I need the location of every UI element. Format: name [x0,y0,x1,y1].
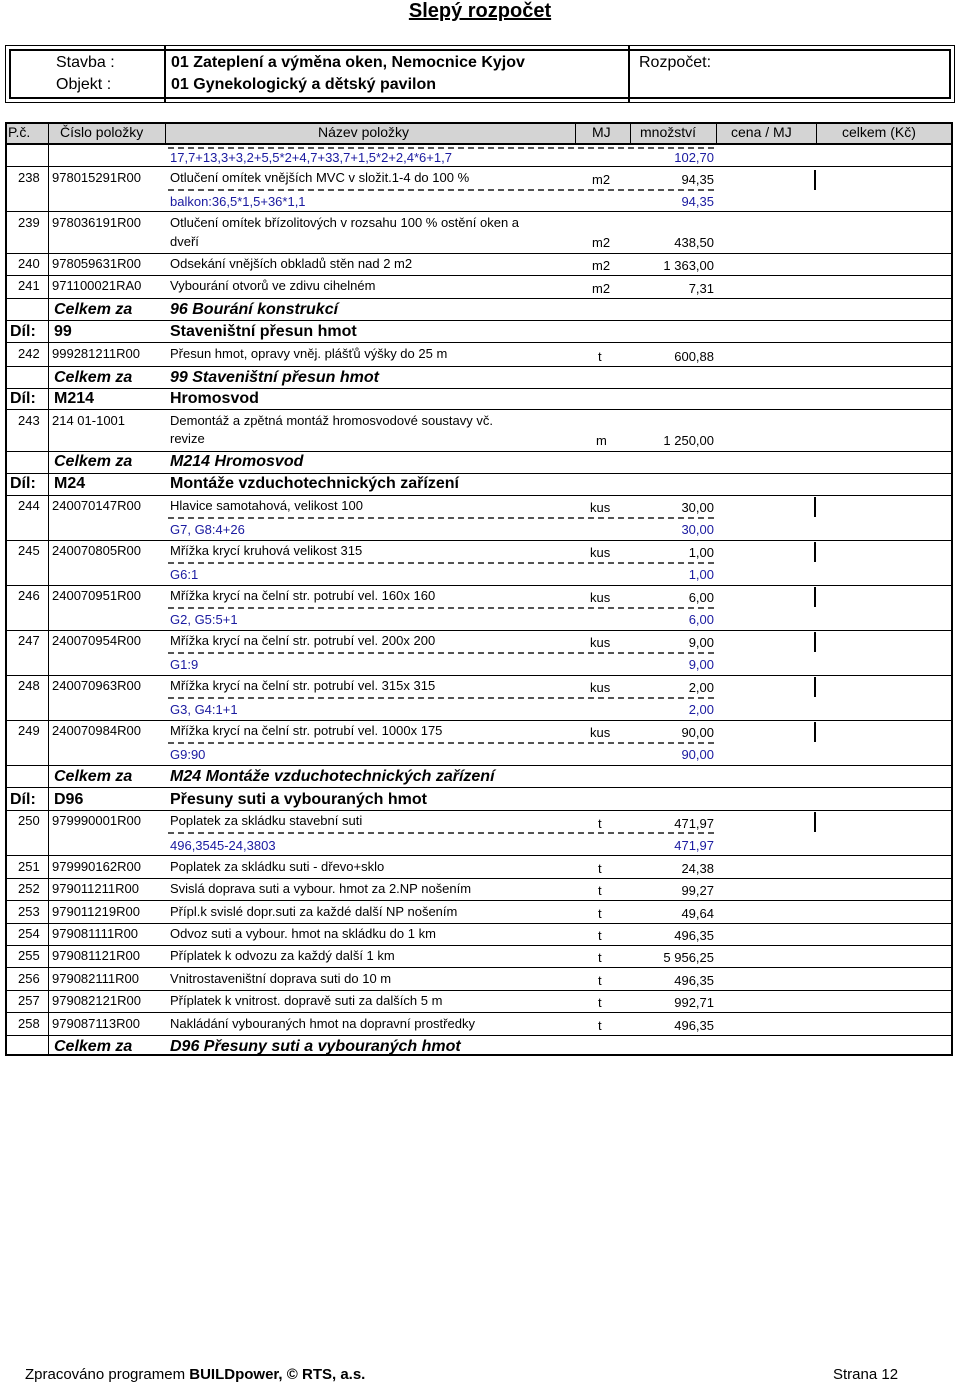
measure-qty: 471,97 [674,838,714,853]
row-pc: 256 [18,971,40,986]
row-name: Mřížka krycí na čelní str. potrubí vel. 1000x 175 [170,723,443,738]
section-code: 99 [54,323,72,340]
row-qty: 49,64 [681,906,714,921]
row-code: 978036191R00 [52,215,141,230]
row-qty: 496,35 [674,1018,714,1033]
col-nazev: Název položky [318,124,410,140]
row-name: Svislá doprava suti a vybour. hmot za 2.NP nošením [170,881,472,896]
measure-formula: G2, G5:5+1 [170,612,238,627]
row-name-cont: revize [170,431,205,446]
col-mnozstvi: množství [640,124,697,140]
row-name: Otlučení omítek vnějších MVC v složit.1-4 do 100 % [170,170,470,185]
section-name: Přesuny suti a vybouraných hmot [170,791,427,808]
row-name: Mřížka krycí na čelní str. potrubí vel. 160x 160 [170,588,436,603]
measure-formula: G7, G8:4+26 [170,522,245,537]
row-qty: 90,00 [681,725,714,740]
row-mj: t [598,861,602,876]
row-mj: kus [590,635,611,650]
objekt-value: 01 Gynekologický a dětský pavilon [171,76,436,93]
section-label: Díl: [10,323,36,340]
row-mj: m [596,433,607,448]
row-mj: t [598,906,602,921]
section-code: D96 [54,791,84,808]
col-mj: MJ [592,124,611,140]
row-name: Přípl.k svislé dopr.suti za každé další NP nošením [170,904,458,919]
measure-qty: 94,35 [681,194,714,209]
row-name: Vybourání otvorů ve zdivu cihelném [170,278,376,293]
row-qty: 94,35 [681,172,714,187]
row-name: Poplatek za skládku suti - dřevo+sklo [170,859,385,874]
footer-credit: Zpracováno programem BUILDpower, © RTS, a.s. [25,1366,366,1383]
subtotal-label: Celkem za [54,768,133,785]
row-code: 240070147R00 [52,498,141,513]
row-code: 979081111R00 [52,926,139,941]
row-name: Poplatek za skládku stavební suti [170,813,363,828]
row-qty: 1 250,00 [663,433,714,448]
row-name: Vnitrostaveništní doprava suti do 10 m [170,971,392,986]
row-qty: 438,50 [674,235,714,250]
row-code: 979087113R00 [52,1016,140,1031]
row-pc: 257 [18,993,40,1008]
row-code: 240070951R00 [52,588,141,603]
row-mj: m2 [592,258,611,273]
measure-qty: 102,70 [674,150,714,165]
row-name: Odvoz suti a vybour. hmot na skládku do 1 km [170,926,436,941]
row-mj: t [598,928,602,943]
col-cena: cena / MJ [731,124,792,140]
row-pc: 244 [18,498,40,513]
row-pc: 245 [18,543,40,558]
row-code: 214 01-1001 [52,413,126,428]
row-mj: kus [590,545,611,560]
measure-qty: 2,00 [688,702,714,717]
col-pc: P.č. [8,124,31,140]
col-celkem: celkem (Kč) [842,124,916,140]
rozpocet-label: Rozpočet: [639,54,712,71]
row-pc: 239 [18,215,40,230]
measure-qty: 9,00 [688,657,714,672]
row-code: 979081121R00 [52,948,140,963]
subtotal-label: Celkem za [54,369,133,386]
row-code: 979990001R00 [52,813,141,828]
stavba-label: Stavba : [56,54,115,71]
row-pc: 251 [18,859,40,874]
row-name-cont: dveří [170,234,199,249]
row-code: 979990162R00 [52,859,141,874]
row-name: Příplatek k vnitrost. dopravě suti za dalších 5 m [170,993,443,1008]
row-mj: t [598,950,602,965]
measure-qty: 1,00 [688,567,714,582]
section-label: Díl: [10,475,36,492]
row-code: 240070963R00 [52,678,141,693]
measure-qty: 90,00 [681,747,714,762]
row-mj: t [598,1018,602,1033]
objekt-label: Objekt : [56,76,112,93]
row-qty: 2,00 [688,680,714,695]
subtotal-name: 99 Staveništní přesun hmot [170,369,379,386]
budget-table [5,122,953,1056]
section-name: Montáže vzduchotechnických zařízení [170,475,459,492]
page-title: Slepý rozpočet [408,0,552,22]
section-code: M24 [54,475,86,492]
row-qty: 471,97 [674,816,714,831]
row-qty: 5 956,25 [663,950,714,965]
subtotal-label: Celkem za [54,453,133,470]
row-pc: 252 [18,881,40,896]
row-qty: 6,00 [688,590,714,605]
row-pc: 241 [18,278,40,293]
measure-formula: G6:1 [170,567,199,582]
row-code: 240070984R00 [52,723,141,738]
measure-formula: balkon:36,5*1,5+36*1,1 [170,194,306,209]
stavba-value: 01 Zateplení a výměna oken, Nemocnice Kyjov [171,54,525,71]
row-qty: 600,88 [674,349,714,364]
row-name: Otlučení omítek břízolitových v rozsahu 100 % ostění oken a [170,215,520,230]
row-mj: t [598,883,602,898]
row-mj: kus [590,680,611,695]
row-mj: kus [590,590,611,605]
section-label: Díl: [10,390,36,407]
row-mj: t [598,816,602,831]
row-pc: 247 [18,633,40,648]
row-name: Odsekání vnějších obkladů stěn nad 2 m2 [170,256,413,271]
row-mj: m2 [592,235,611,250]
row-mj: m2 [592,281,611,296]
row-pc: 242 [18,346,40,361]
row-name: Mřížka krycí na čelní str. potrubí vel. 200x 200 [170,633,436,648]
row-code: 979011211R00 [52,881,139,896]
subtotal-name: M24 Montáže vzduchotechnických zařízení [170,768,495,785]
row-name: Přesun hmot, opravy vněj. plášťů výšky do 25 m [170,346,448,361]
row-pc: 255 [18,948,40,963]
row-pc: 258 [18,1016,40,1031]
row-code: 978015291R00 [52,170,141,185]
subtotal-name: 96 Bourání konstrukcí [170,301,339,318]
row-name: Mřížka krycí na čelní str. potrubí vel. 315x 315 [170,678,436,693]
row-code: 971100021RA0 [52,278,142,293]
row-pc: 253 [18,904,40,919]
row-code: 979082111R00 [52,971,139,986]
subtotal-label: Celkem za [54,1038,133,1055]
section-code: M214 [54,390,95,407]
row-qty: 992,71 [674,995,714,1010]
row-code: 979011219R00 [52,904,140,919]
row-name: Příplatek k odvozu za každý další 1 km [170,948,395,963]
row-pc: 243 [18,413,40,428]
row-mj: kus [590,500,611,515]
row-mj: t [598,995,602,1010]
row-pc: 254 [18,926,40,941]
row-qty: 1 363,00 [663,258,714,273]
row-mj: t [598,973,602,988]
row-pc: 249 [18,723,40,738]
project-header [5,45,955,103]
section-name: Staveništní přesun hmot [170,323,357,340]
measure-formula: G1:9 [170,657,199,672]
measure-formula: G3, G4:1+1 [170,702,238,717]
subtotal-label: Celkem za [54,301,133,318]
row-code: 240070805R00 [52,543,141,558]
row-qty: 24,38 [681,861,714,876]
page-number: Strana 12 [833,1366,899,1383]
section-label: Díl: [10,791,36,808]
row-name: Hlavice samotahová, velikost 100 [170,498,363,513]
row-mj: kus [590,725,611,740]
subtotal-name: M214 Hromosvod [170,453,304,470]
row-name: Demontáž a zpětná montáž hromosvodové soustavy vč. [170,413,493,428]
column-header-row [5,122,953,145]
measure-qty: 6,00 [688,612,714,627]
row-pc: 238 [18,170,40,185]
row-qty: 496,35 [674,928,714,943]
row-pc: 248 [18,678,40,693]
row-qty: 99,27 [681,883,714,898]
row-qty: 496,35 [674,973,714,988]
row-code: 999281211R00 [52,346,140,361]
subtotal-name: D96 Přesuny suti a vybouraných hmot [170,1038,461,1055]
row-code: 979082121R00 [52,993,141,1008]
row-qty: 30,00 [681,500,714,515]
measure-formula: G9:90 [170,747,206,762]
measure-formula: 17,7+13,3+3,2+5,5*2+4,7+33,7+1,5*2+2,4*6+1,7 [170,150,452,165]
row-mj: m2 [592,172,611,187]
col-cislo: Číslo položky [60,124,144,140]
measure-qty: 30,00 [681,522,714,537]
section-name: Hromosvod [170,390,259,407]
row-code: 240070954R00 [52,633,141,648]
row-code: 978059631R00 [52,256,141,271]
measure-formula: 496,3545-24,3803 [170,838,276,853]
row-pc: 246 [18,588,40,603]
row-qty: 1,00 [688,545,714,560]
row-qty: 7,31 [688,281,714,296]
row-mj: t [598,349,602,364]
row-name: Mřížka krycí kruhová velikost 315 [170,543,363,558]
row-name: Nakládání vybouraných hmot na dopravní prostředky [170,1016,475,1031]
row-pc: 240 [18,256,40,271]
row-qty: 9,00 [688,635,714,650]
row-pc: 250 [18,813,40,828]
